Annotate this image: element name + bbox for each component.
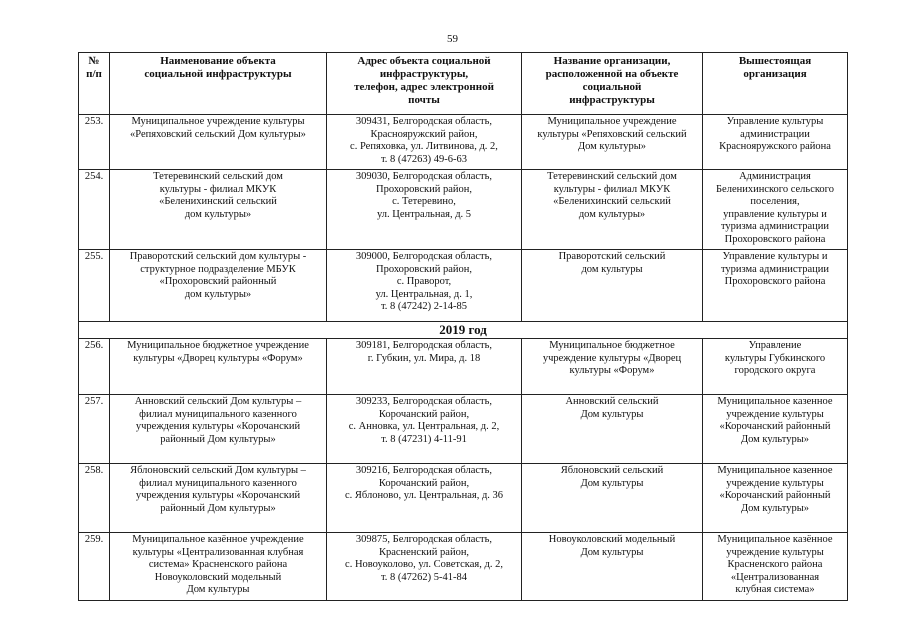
cell-line: Праворотский сельский дом культуры - — [129, 251, 307, 262]
header-address: Адрес объекта социальной инфраструктуры, телефон, адрес электронной почты — [327, 53, 522, 115]
cell-line: дом культуры» — [184, 208, 252, 220]
organization-cell — [522, 250, 703, 322]
cell-line: Прохоровского района — [724, 233, 826, 245]
cell-line: с. Праворот, — [396, 276, 452, 288]
cell-line: филиал муниципального казенного — [139, 408, 297, 420]
cell-line: культуры - филиал МКУК — [553, 183, 671, 195]
cell-line: «Репяховский сельский Дом культуры» — [130, 128, 306, 140]
cell-line: управление культуры и — [723, 208, 827, 220]
table-row — [79, 533, 848, 601]
table-row — [79, 250, 848, 322]
organization-cell — [522, 170, 703, 250]
cell-line: Корочанский район, — [378, 477, 470, 489]
cell-line: «Корочанский районный — [719, 421, 831, 433]
row-number: 253. — [79, 115, 110, 170]
cell-line: структурное подразделение МБУК — [140, 263, 296, 275]
address-cell — [327, 115, 522, 170]
cell-line: Новоуколовский модельный — [154, 571, 282, 583]
cell-line: администрации — [740, 128, 810, 140]
address-cell — [327, 250, 522, 322]
cell-line: т. 8 (47242) 2-14-85 — [380, 301, 468, 313]
cell-line: культуры «Форум» — [569, 365, 655, 377]
cell-line: культуры - филиал МКУК — [159, 183, 277, 195]
cell-line: система» Красненского района — [148, 559, 288, 571]
cell-line: учреждения культуры «Корочанский — [135, 421, 301, 433]
object-name-cell — [110, 339, 327, 395]
cell-line: Новоуколовский модельный — [548, 534, 676, 545]
cell-line: Прохоровский район, — [376, 263, 472, 275]
year-label: 2019 год — [79, 322, 848, 339]
cell-line: «Корочанский районный — [719, 490, 831, 502]
cell-line: Муниципальное казенное — [717, 396, 833, 407]
cell-line: дом культуры» — [184, 288, 252, 300]
parent-org-cell — [703, 115, 848, 170]
table-row — [79, 170, 848, 250]
row-number: 256. — [79, 339, 110, 395]
cell-line: т. 8 (47231) 4-11-91 — [381, 433, 467, 445]
object-name-cell — [110, 250, 327, 322]
cell-line: клубная система» — [735, 584, 815, 596]
cell-line: Муниципальное учреждение культуры — [131, 116, 305, 127]
row-number: 257. — [79, 395, 110, 464]
organization-cell — [522, 464, 703, 533]
cell-line: Яблоновский сельский — [560, 465, 664, 476]
cell-line: туризма администрации — [720, 263, 830, 275]
cell-line: Праворотский сельский — [558, 251, 666, 262]
cell-line: «Беленихинский сельский — [553, 196, 671, 208]
cell-line: г. Губкин, ул. Мира, д. 18 — [367, 352, 481, 364]
cell-line: Муниципальное учреждение — [547, 116, 677, 127]
cell-line: 309431, Белгородская область, — [355, 116, 493, 127]
parent-org-cell — [703, 533, 848, 601]
cell-line: «Прохоровский районный — [159, 276, 277, 288]
cell-line: с. Новоуколово, ул. Советская, д. 2, — [345, 559, 503, 571]
address-cell — [327, 533, 522, 601]
cell-line: городского округа — [734, 365, 816, 377]
table-row — [79, 339, 848, 395]
cell-line: с. Яблоново, ул. Центральная, д. 36 — [344, 490, 504, 502]
address-cell — [327, 170, 522, 250]
cell-line: с. Репяховка, ул. Литвинова, д. 2, — [350, 141, 498, 153]
organization-cell — [522, 339, 703, 395]
organization-cell — [522, 533, 703, 601]
object-name-cell — [110, 395, 327, 464]
object-name-cell — [110, 533, 327, 601]
parent-org-cell — [703, 170, 848, 250]
cell-line: Управление культуры и — [722, 251, 828, 262]
cell-line: ул. Центральная, д. 1, — [375, 288, 473, 300]
object-name-cell — [110, 170, 327, 250]
cell-line: Муниципальное казённое учреждение — [132, 534, 304, 545]
object-name-cell — [110, 464, 327, 533]
organization-cell — [522, 115, 703, 170]
cell-line: учреждение культуры «Дворец — [542, 352, 682, 364]
cell-line: Дом культуры — [580, 408, 644, 420]
page-number: 59 — [447, 33, 458, 45]
cell-line: Муниципальное бюджетное — [549, 340, 675, 351]
cell-line: Прохоровский район, — [376, 183, 472, 195]
header-object-name: Наименование объекта социальной инфраструктуры — [110, 53, 327, 115]
cell-line: учреждение культуры — [726, 477, 824, 489]
cell-line: Дом культуры — [186, 584, 250, 596]
cell-line: учреждение культуры — [726, 408, 824, 420]
cell-line: 309216, Белгородская область, — [355, 465, 493, 476]
cell-line: Дом культуры — [580, 477, 644, 489]
cell-line: Корочанский район, — [378, 408, 470, 420]
cell-line: Беленихинского сельского — [716, 183, 834, 195]
cell-line: т. 8 (47263) 49-6-63 — [380, 153, 468, 165]
cell-line: «Беленихинский сельский — [159, 196, 277, 208]
cell-line: Прохоровского района — [724, 276, 826, 288]
cell-line: филиал муниципального казенного — [139, 477, 297, 489]
header-num: № п/п — [79, 53, 110, 115]
cell-line: 309875, Белгородская область, — [355, 534, 493, 545]
cell-line: культуры Губкинского — [724, 352, 826, 364]
cell-line: Управление — [748, 340, 802, 351]
cell-line: Дом культуры» — [740, 502, 810, 514]
cell-line: Дом культуры» — [740, 433, 810, 445]
address-cell — [327, 339, 522, 395]
cell-line: Дом культуры — [580, 546, 644, 558]
header-organization: Название организации, расположенной на объекте социальной инфраструктуры — [522, 53, 703, 115]
cell-line: Тетеревинский сельский дом — [547, 171, 677, 182]
organization-cell — [522, 395, 703, 464]
row-number: 258. — [79, 464, 110, 533]
cell-line: дом культуры — [581, 263, 643, 275]
cell-line: с. Тетеревино, — [392, 196, 456, 208]
year-row — [79, 322, 848, 339]
cell-line: Дом культуры» — [577, 141, 647, 153]
cell-line: Анновский сельский Дом культуры – — [134, 396, 302, 407]
cell-line: с. Анновка, ул. Центральная, д. 2, — [348, 421, 500, 433]
cell-line: Муниципальное бюджетное учреждение — [127, 340, 309, 351]
cell-line: 309030, Белгородская область, — [355, 171, 493, 182]
cell-line: Тетеревинский сельский дом — [153, 171, 283, 182]
row-number: 254. — [79, 170, 110, 250]
cell-line: Управление культуры — [726, 116, 824, 127]
cell-line: Краснояружского района — [719, 141, 831, 153]
address-cell — [327, 395, 522, 464]
cell-line: ул. Центральная, д. 5 — [376, 208, 472, 220]
cell-line: туризма администрации — [720, 221, 830, 233]
cell-line: 309000, Белгородская область, — [355, 251, 493, 262]
address-cell — [327, 464, 522, 533]
parent-org-cell — [703, 250, 848, 322]
cell-line: Краснояружский район, — [370, 128, 478, 140]
row-number: 255. — [79, 250, 110, 322]
table-row — [79, 115, 848, 170]
cell-line: дом культуры» — [578, 208, 646, 220]
cell-line: культуры «Централизованная клубная — [132, 546, 304, 558]
cell-line: Муниципальное казенное — [717, 465, 833, 476]
cell-line: Яблоновский сельский Дом культуры – — [130, 465, 306, 476]
cell-line: учреждение культуры — [726, 546, 824, 558]
parent-org-cell — [703, 339, 848, 395]
object-name-cell — [110, 115, 327, 170]
cell-line: Муниципальное казённое — [717, 534, 833, 545]
cell-line: учреждения культуры «Корочанский — [135, 490, 301, 502]
cell-line: культуры «Репяховский сельский — [537, 128, 687, 140]
cell-line: 309233, Белгородская область, — [355, 396, 493, 407]
row-number: 259. — [79, 533, 110, 601]
social-infrastructure-table — [78, 52, 848, 601]
cell-line: Красненский район, — [378, 546, 470, 558]
parent-org-cell — [703, 395, 848, 464]
cell-line: т. 8 (47262) 5-41-84 — [380, 571, 468, 583]
cell-line: культуры «Дворец культуры «Форум» — [133, 352, 303, 364]
header-row — [79, 53, 848, 115]
table-row — [79, 464, 848, 533]
table-row — [79, 395, 848, 464]
cell-line: поселения, — [750, 196, 800, 208]
header-parent-org: Вышестоящая организация — [703, 53, 848, 115]
cell-line: 309181, Белгородская область, — [355, 340, 493, 351]
cell-line: Красненского района — [727, 559, 823, 571]
cell-line: районный Дом культуры» — [160, 502, 276, 514]
cell-line: «Централизованная — [730, 571, 820, 583]
cell-line: Администрация — [739, 171, 811, 182]
cell-line: районный Дом культуры» — [160, 433, 276, 445]
parent-org-cell — [703, 464, 848, 533]
cell-line: Анновский сельский — [565, 396, 659, 407]
